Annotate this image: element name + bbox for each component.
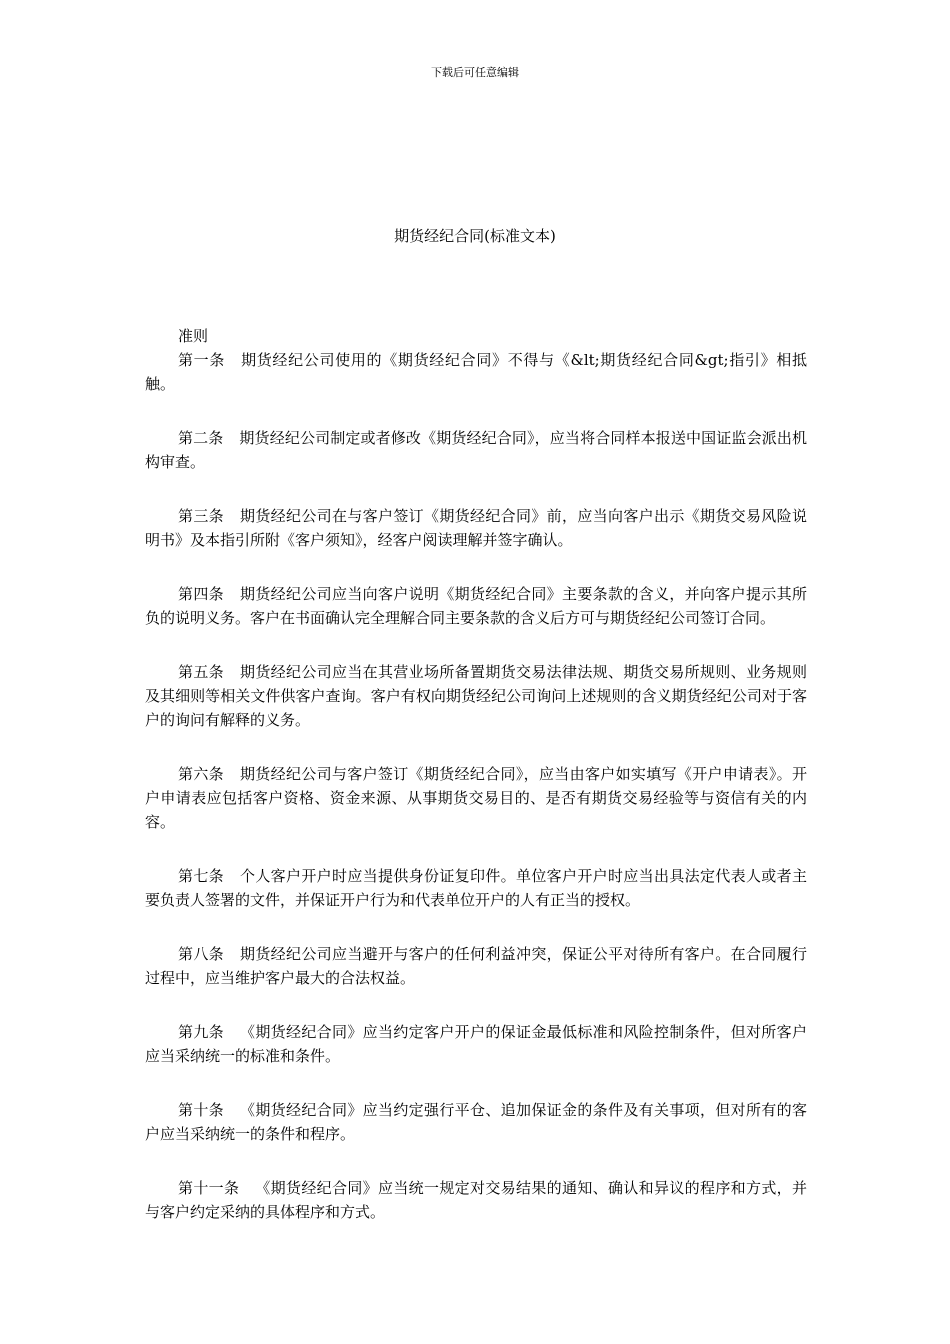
article-7 [145,864,807,912]
article-9 [145,1020,807,1068]
article-number: 第七条 [178,867,224,885]
document-title: 期货经纪合同(标准文本) [394,227,556,245]
article-text: 《期货经纪合同》应当约定强行平仓、追加保证金的条件及有关事项，但对所有的客户应当采纳统一的条件和程序。 [145,1101,807,1143]
article-text: 期货经纪公司与客户签订《期货经纪合同》，应当由客户如实填写《开户申请表》。开户申请表应包括客户资格、资金来源、从事期货交易目的、是否有期货交易经验等与资信有关的内容。 [145,765,807,831]
article-text: 期货经纪公司应当避开与客户的任何利益冲突，保证公平对待所有客户。在合同履行过程中，应当维护客户最大的合法权益。 [145,945,807,987]
article-text: 《期货经纪合同》应当约定客户开户的保证金最低标准和风险控制条件，但对所客户应当采纳统一的标准和条件。 [145,1023,807,1065]
article-10 [145,1098,807,1146]
article-number: 第九条 [178,1023,224,1041]
article-2 [145,426,807,474]
article-text: 期货经纪公司在与客户签订《期货经纪合同》前，应当向客户出示《期货交易风险说明书》及本指引所附《客户须知》，经客户阅读理解并签字确认。 [145,507,807,549]
article-number: 第六条 [178,765,224,783]
article-text: 期货经纪公司应当在其营业场所备置期货交易法律法规、期货交易所规则、业务规则及其细则等相关文件供客户查询。客户有权向期货经纪公司询问上述规则的含义期货经纪公司对于客户的询问有解释的义务。 [145,663,807,729]
article-6 [145,762,807,834]
article-text: 期货经纪公司应当向客户说明《期货经纪合同》主要条款的含义，并向客户提示其所负的说明义务。客户在书面确认完全理解合同主要条款的含义后方可与期货经纪公司签订合同。 [145,585,807,627]
article-number: 第十条 [178,1101,224,1119]
article-3 [145,504,807,552]
article-text: 个人客户开户时应当提供身份证复印件。单位客户开户时应当出具法定代表人或者主要负责人签署的文件，并保证开户行为和代表单位开户的人有正当的授权。 [145,867,807,909]
article-4 [145,582,807,630]
article-number: 第二条 [178,429,224,447]
section-heading: 准则 [178,327,209,345]
article-text: 《期货经纪合同》应当统一规定对交易结果的通知、确认和异议的程序和方式，并与客户约定采纳的具体程序和方式。 [145,1179,807,1221]
article-text: 期货经纪公司使用的《期货经纪合同》不得与《&lt;期货经纪合同&gt;指引》相抵触。 [145,351,807,393]
article-number: 第四条 [178,585,224,603]
article-1 [145,348,807,396]
article-5 [145,660,807,732]
article-11 [145,1176,807,1224]
article-number: 第八条 [178,945,224,963]
page-header-note: 下载后可任意编辑 [431,66,519,79]
document-body [145,324,807,1254]
article-number: 第一条 [178,351,226,369]
article-8 [145,942,807,990]
article-number: 第十一条 [178,1179,240,1197]
article-text: 期货经纪公司制定或者修改《期货经纪合同》，应当将合同样本报送中国证监会派出机构审查。 [145,429,807,471]
article-number: 第三条 [178,507,224,525]
article-number: 第五条 [178,663,224,681]
